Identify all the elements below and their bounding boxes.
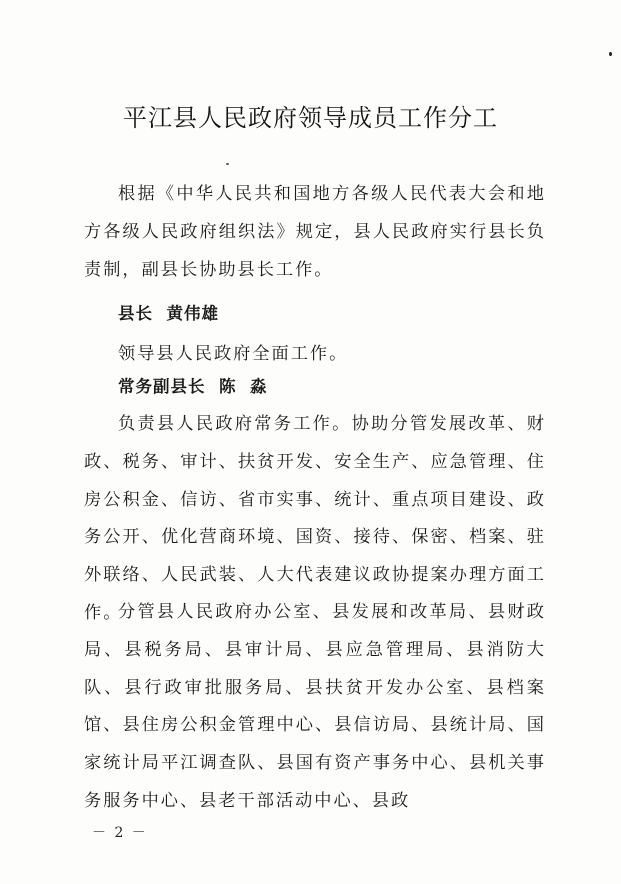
county-head-duty-paragraph: 领导县人民政府全面工作。 <box>118 344 349 364</box>
scan-speck <box>226 163 229 165</box>
section-heading-county-head: 县长 黄伟雄 <box>118 304 219 323</box>
page-number: － 2 － <box>92 825 148 841</box>
scan-speck <box>609 52 612 56</box>
executive-deputy-duty-paragraph: 负责县人民政府常务工作。协助分管发展改革、财政、税务、审计、扶贫开发、安全生产、应急管理、住房公积金、信访、省市实事、统计、重点项目建设、政务公开、优化营商环境、国资、接待、保密、档案、驻外联络、人民武装、人大代表建议政协提案办理方面工作。 <box>84 414 546 623</box>
document-title: 平江县人民政府领导成员工作分工 <box>123 104 498 132</box>
executive-deputy-departments-paragraph: 分管县人民政府办公室、县发展和改革局、县财政局、县税务局、县审计局、县应急管理局、县消防大队、县行政审批服务局、县扶贫开发办公室、县档案馆、县住房公积金管理中心、县信访局、县统计局、国家统计局平江调查队、县国有资产事务中心、县机关事务服务中心、县老干部活动中心、县政 <box>84 602 546 811</box>
intro-paragraph: 根据《中华人民共和国地方各级人民代表大会和地方各级人民政府组织法》规定，县人民政府实行县长负责制，副县长协助县长工作。 <box>84 184 546 280</box>
section-heading-executive-deputy: 常务副县长 陈 淼 <box>118 377 268 396</box>
